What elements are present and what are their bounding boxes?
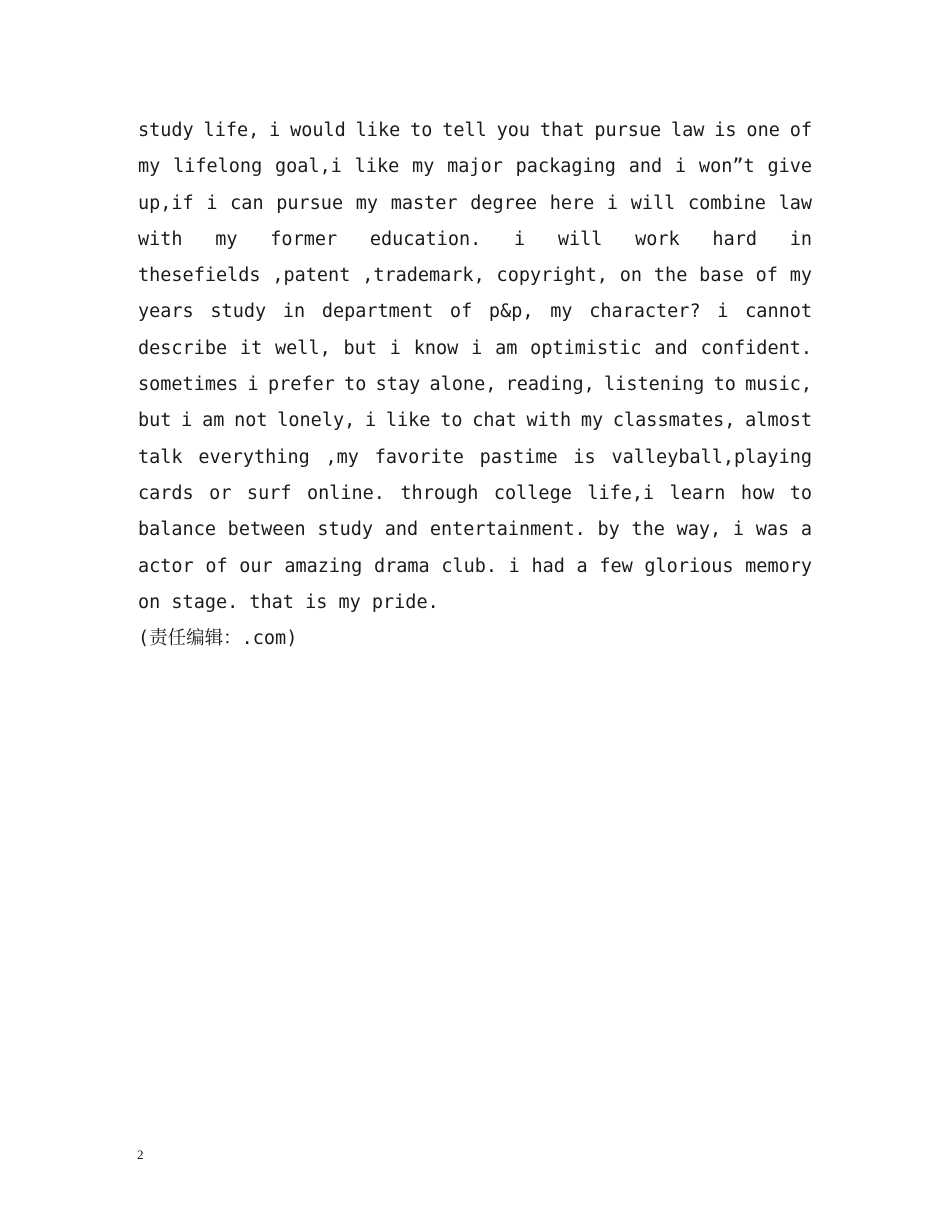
paragraph-line: cards or surf online. through college life,i learn how to xyxy=(138,482,812,504)
paragraph-line: balance between study and entertainment. by the way, i was a xyxy=(138,519,812,541)
paragraph-line: up,if i can pursue my master degree here i will combine law xyxy=(138,192,812,214)
paragraph-line: on stage. that is my pride. xyxy=(138,591,439,613)
paragraph-line: study life, i would like to tell you that pursue law is one of xyxy=(138,120,812,141)
paragraph-line: thesefields ,patent ,trademark, copyright, on the base of my xyxy=(138,265,812,287)
body-paragraph xyxy=(138,113,812,621)
paragraph-line: with my former education. i will work hard in xyxy=(138,228,812,250)
editor-note: (责任编辑：.com) xyxy=(138,628,298,649)
paragraph-line: actor of our amazing drama club. i had a few glorious memory xyxy=(138,555,812,577)
paragraph-line: my lifelong goal,i like my major packaging and i won”t give xyxy=(138,156,812,178)
paragraph-line: sometimes i prefer to stay alone, reading, listening to music, xyxy=(138,374,812,396)
paragraph-line: years study in department of p&p, my character? i cannot xyxy=(138,301,812,323)
paragraph-line: describe it well, but i know i am optimistic and confident. xyxy=(138,337,812,359)
paragraph-line: talk everything ,my favorite pastime is valleyball,playing xyxy=(138,446,812,468)
paragraph-line: but i am not lonely, i like to chat with my classmates, almost xyxy=(138,410,812,432)
page-number: 2 xyxy=(137,1147,144,1162)
